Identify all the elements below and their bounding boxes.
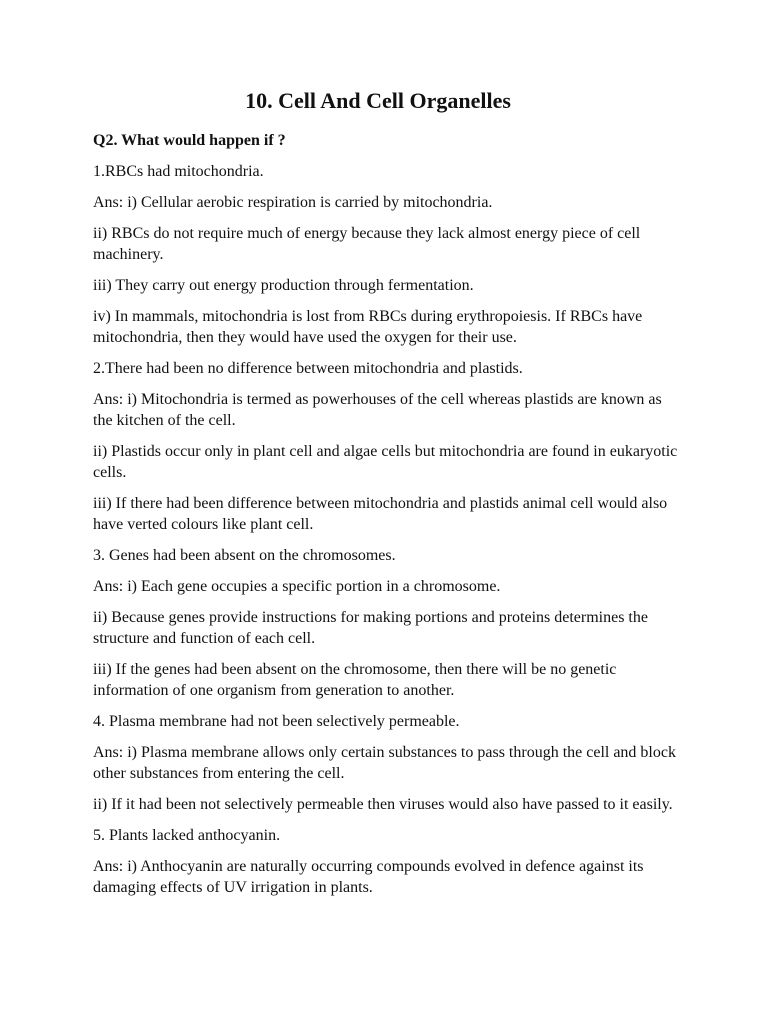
item-2-heading: 2.There had been no difference between mitochondria and plastids. bbox=[93, 360, 523, 377]
item-3-heading: 3. Genes had been absent on the chromosomes. bbox=[93, 547, 396, 564]
item-3-answer-ii: ii) Because genes provide instructions for making portions and proteins determines the structure and function of each cell. bbox=[93, 609, 648, 647]
item-2-answer-i: Ans: i) Mitochondria is termed as powerhouses of the cell whereas plastids are known as the kitchen of the cell. bbox=[93, 391, 662, 429]
item-2-answer-ii: ii) Plastids occur only in plant cell and algae cells but mitochondria are found in eukaryotic cells. bbox=[93, 443, 678, 481]
item-4-heading: 4. Plasma membrane had not been selectively permeable. bbox=[93, 713, 460, 730]
item-4-answer-ii: ii) If it had been not selectively permeable then viruses would also have passed to it easily. bbox=[93, 796, 673, 813]
item-5-heading: 5. Plants lacked anthocyanin. bbox=[93, 827, 281, 844]
item-1-answer-iii: iii) They carry out energy production through fermentation. bbox=[93, 277, 474, 294]
item-5-answer-i: Ans: i) Anthocyanin are naturally occurring compounds evolved in defence against its damaging effects of UV irrigation in plants. bbox=[93, 858, 644, 896]
item-1-answer-ii: ii) RBCs do not require much of energy because they lack almost energy piece of cell machinery. bbox=[93, 225, 641, 263]
item-1-answer-i: Ans: i) Cellular aerobic respiration is carried by mitochondria. bbox=[93, 194, 493, 211]
item-2-answer-iii: iii) If there had been difference between mitochondria and plastids animal cell would also have verted colours like plant cell. bbox=[93, 495, 668, 533]
item-4-answer-i: Ans: i) Plasma membrane allows only certain substances to pass through the cell and block other substances from entering the cell. bbox=[93, 744, 676, 782]
question-heading: Q2. What would happen if ? bbox=[93, 132, 286, 149]
item-3-answer-i: Ans: i) Each gene occupies a specific portion in a chromosome. bbox=[93, 578, 501, 595]
item-3-answer-iii: iii) If the genes had been absent on the chromosome, then there will be no genetic information of one organism from generation to another. bbox=[93, 661, 617, 699]
document-page bbox=[93, 86, 683, 908]
item-1-answer-iv: iv) In mammals, mitochondria is lost from RBCs during erythropoiesis. If RBCs have mitochondria, then they would have used the oxygen for their use. bbox=[93, 308, 643, 346]
item-1-heading: 1.RBCs had mitochondria. bbox=[93, 163, 264, 180]
page-title: 10. Cell And Cell Organelles bbox=[245, 88, 511, 113]
